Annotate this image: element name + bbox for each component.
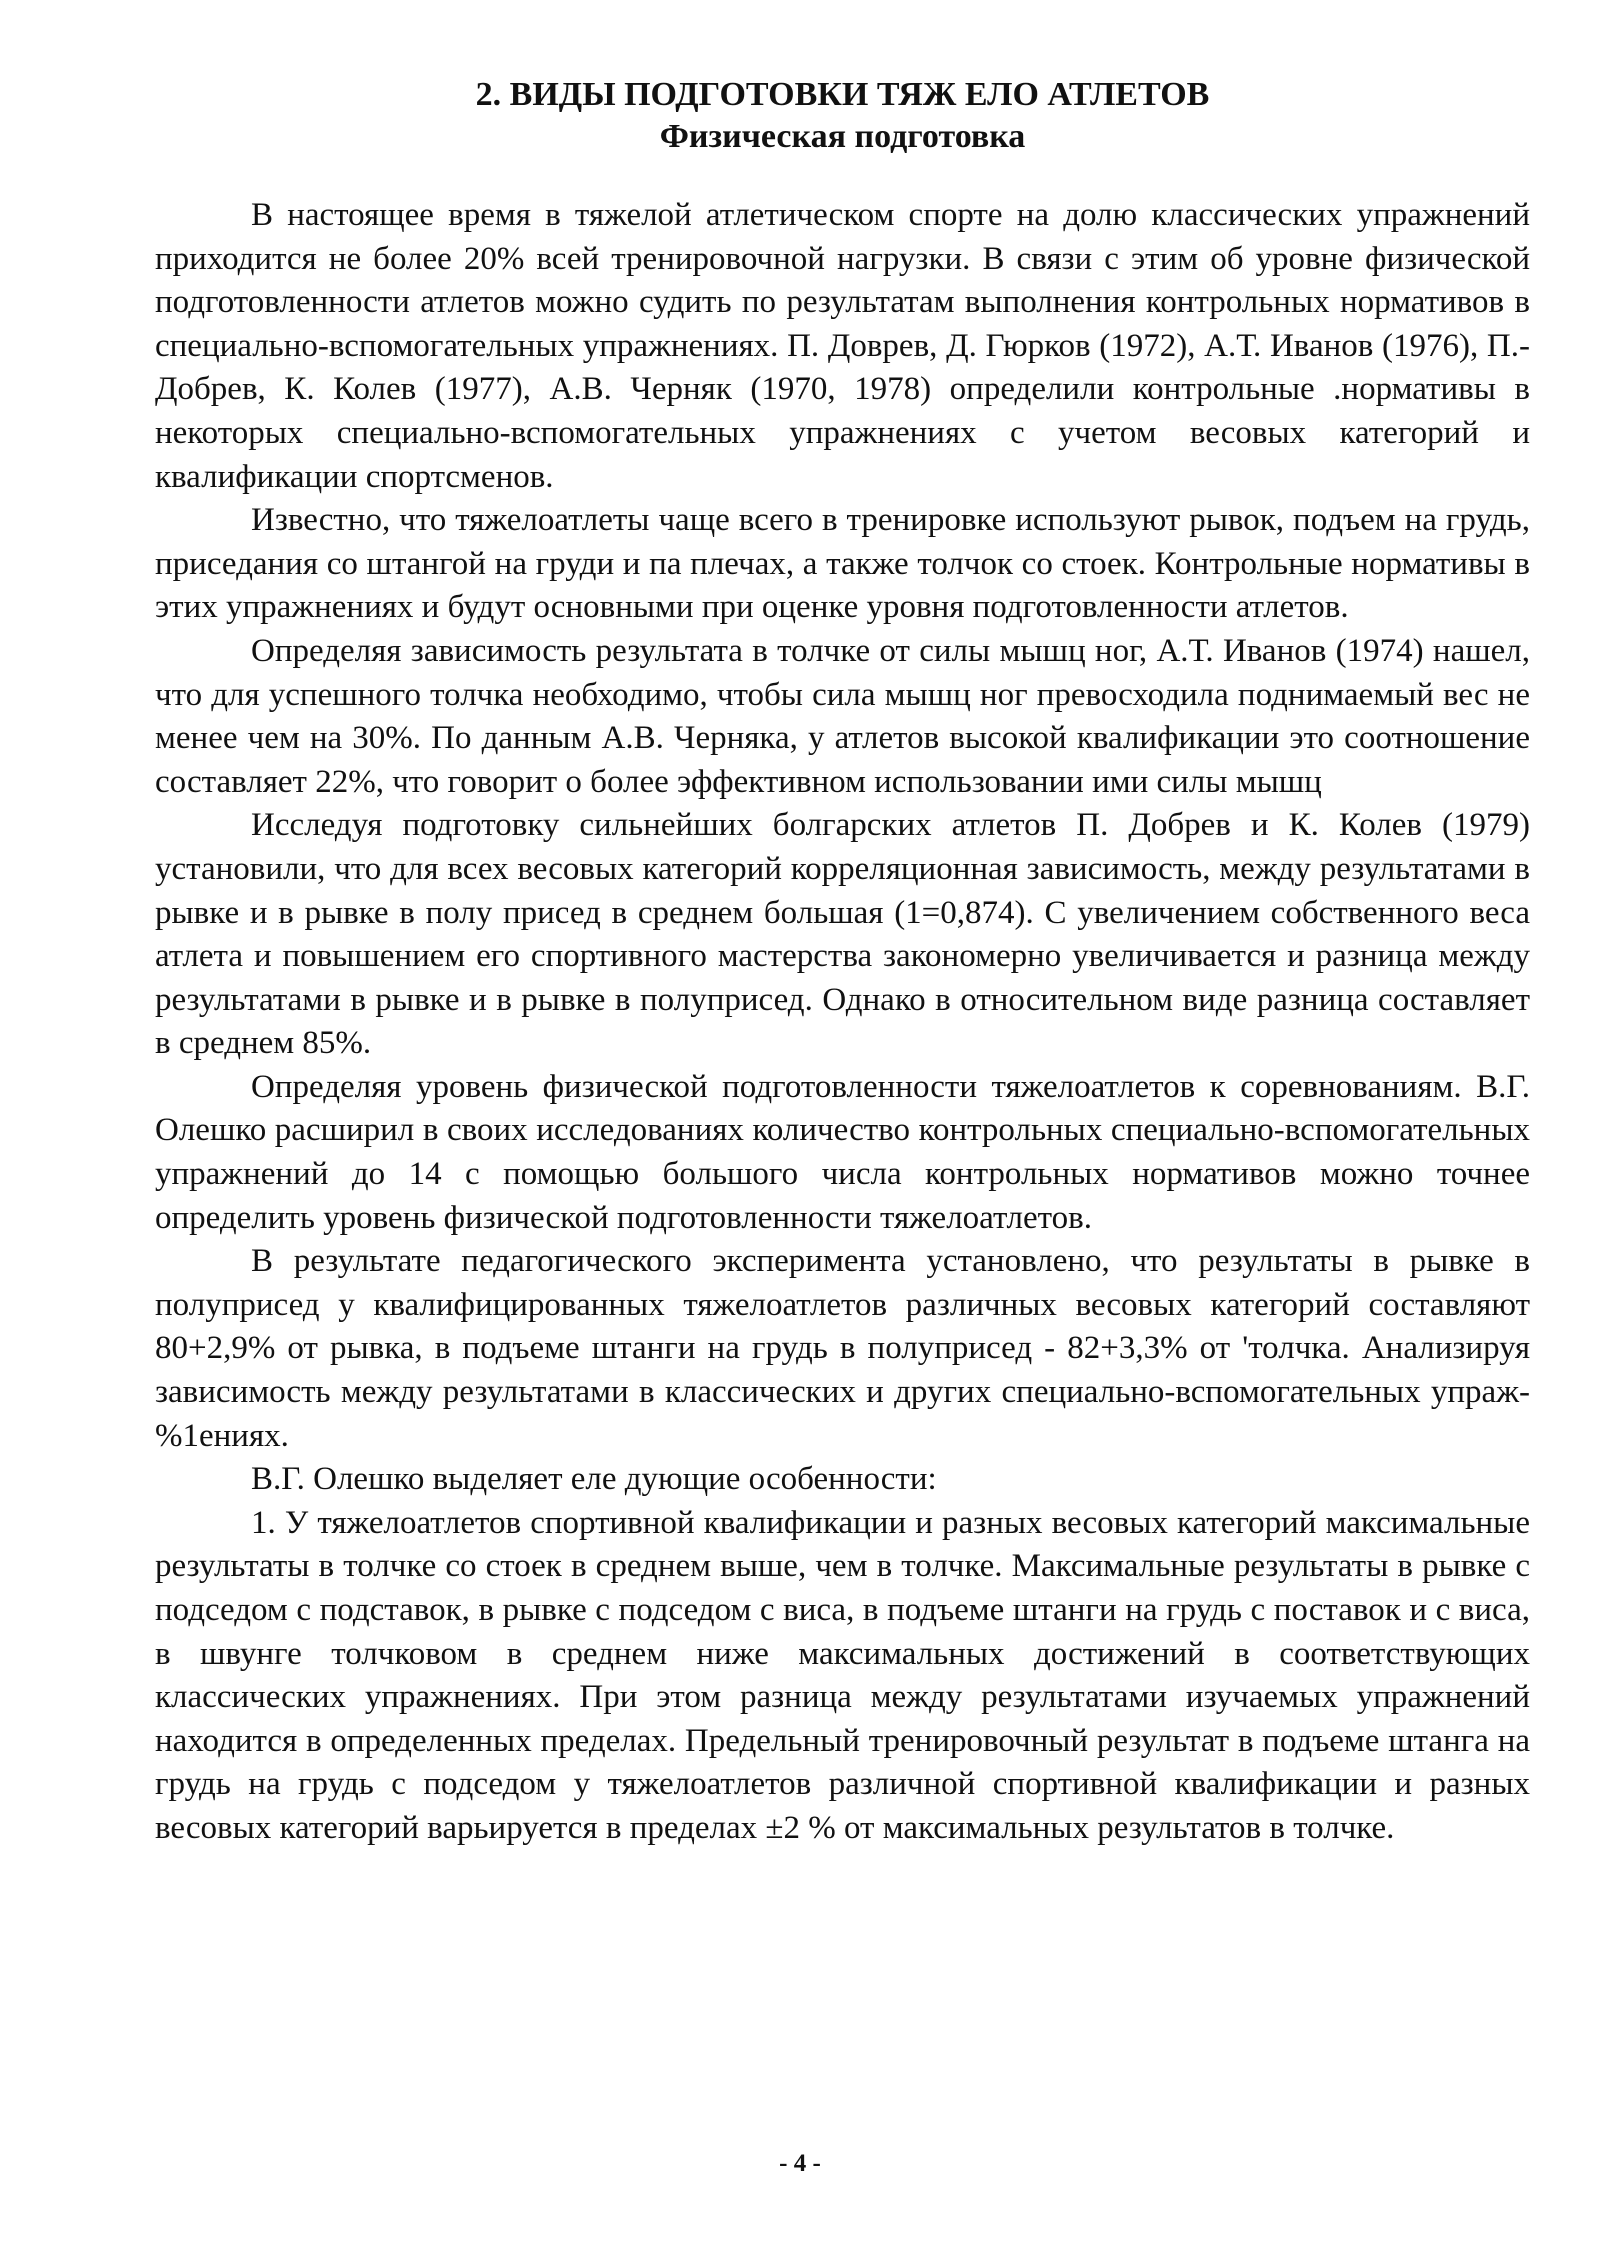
page-title: 2. ВИДЫ ПОДГОТОВКИ ТЯЖ ЕЛО АТЛЕТОВ (475, 76, 1210, 113)
paragraph: 1. У тяжелоатлетов спортивной квалификации и разных весовых категорий максимальные результаты в толчке со стоек в среднем выше, чем в толчке. Максимальные результаты в рывке с подседом с подставок, в рывке с подседом с виса, в подъеме штанги на грудь с поставок и с виса, в швунге толчковом в среднем ниже максимальных достижений в соответствующих классических упражнениях. При этом разница между результатами изучаемых упражнений находится в определенных пределах. Предельный тренировочный результат в подъеме штанга на грудь на грудь с подседом у тяжелоатлетов различной спортивной квалификации и разных весовых категорий варьируется в пределах ±2 % от максимальных результатов в толчке. (155, 1504, 1530, 1846)
paragraph: В.Г. Олешко выделяет еле дующие особенности: (251, 1461, 937, 1498)
document-page (155, 74, 1530, 1851)
paragraph: Известно, что тяжелоатлеты чаще всего в тренировке используют рывок, подъем на грудь, приседания со штангой на груди и па плечах, а также толчок со стоек. Контрольные нормативы в этих упражнениях и будут основными при оценке уровня подготовленности атлетов. (155, 502, 1530, 626)
paragraph: В настоящее время в тяжелой атлетическом спорте на долю классических упражнений приходится не более 20% всей тренировочной нагрузки. В связи с этим об уровне физической подготовленности атлетов можно судить по результатам выполнения контрольных нормативов в специально-вспомогательных упражнениях. П. Доврев, Д. Гюрков (1972), А.Т. Иванов (1976), П.-Добрев, К. Колев (1977), А.В. Черняк (1970, 1978) определили контрольные .нормативы в некоторых специально-вспомогательных упражнениях с учетом весовых категорий и квалификации спортсменов. (155, 197, 1530, 495)
paragraph: Исследуя подготовку сильнейших болгарских атлетов П. Добрев и К. Колев (1979) установили, что для всех весовых категорий корреляционная зависимость, между результатами в рывке и в рывке в полу присед в среднем большая (1=0,874). С увеличением собственного веса атлета и повышением его спортивного мастерства закономерно увеличивается и разница между результатами в рывке и в рывке в полуприсед. Однако в относительном виде разница составляет в среднем 85%. (155, 807, 1530, 1062)
paragraph: Определяя уровень физической подготовленности тяжелоатлетов к соревнованиям. В.Г. Олешко расширил в своих исследованиях количество контрольных специально-вспомогательных упражнений до 14 с помощью большого числа контрольных нормативов можно точнее определить уровень физической подготовленности тяжелоатлетов. (155, 1068, 1530, 1236)
paragraph: В результате педагогического эксперимента установлено, что результаты в рывке в полуприсед у квалифицированных тяжелоатлетов различных весовых категорий составляют 80+2,9% от рывка, в подъеме штанги на грудь в полуприсед - 82+3,3% от 'толчка. Анализируя зависимость между результатами в классических и других специально-вспомогательных упраж-%1ениях. (155, 1243, 1530, 1454)
section-subtitle: Физическая подготовка (659, 118, 1026, 155)
page-number: - 4 - (779, 2150, 821, 2177)
paragraph: Определяя зависимость результата в толчке от силы мышц ног, А.Т. Иванов (1974) нашел, что для успешного толчка необходимо, чтобы сила мышц ног превосходила поднимаемый вес не менее чем на 30%. По данным А.В. Черняка, у атлетов высокой квалификации это соотношение составляет 22%, что говорит о более эффективном использовании ими силы мышц (155, 632, 1530, 800)
